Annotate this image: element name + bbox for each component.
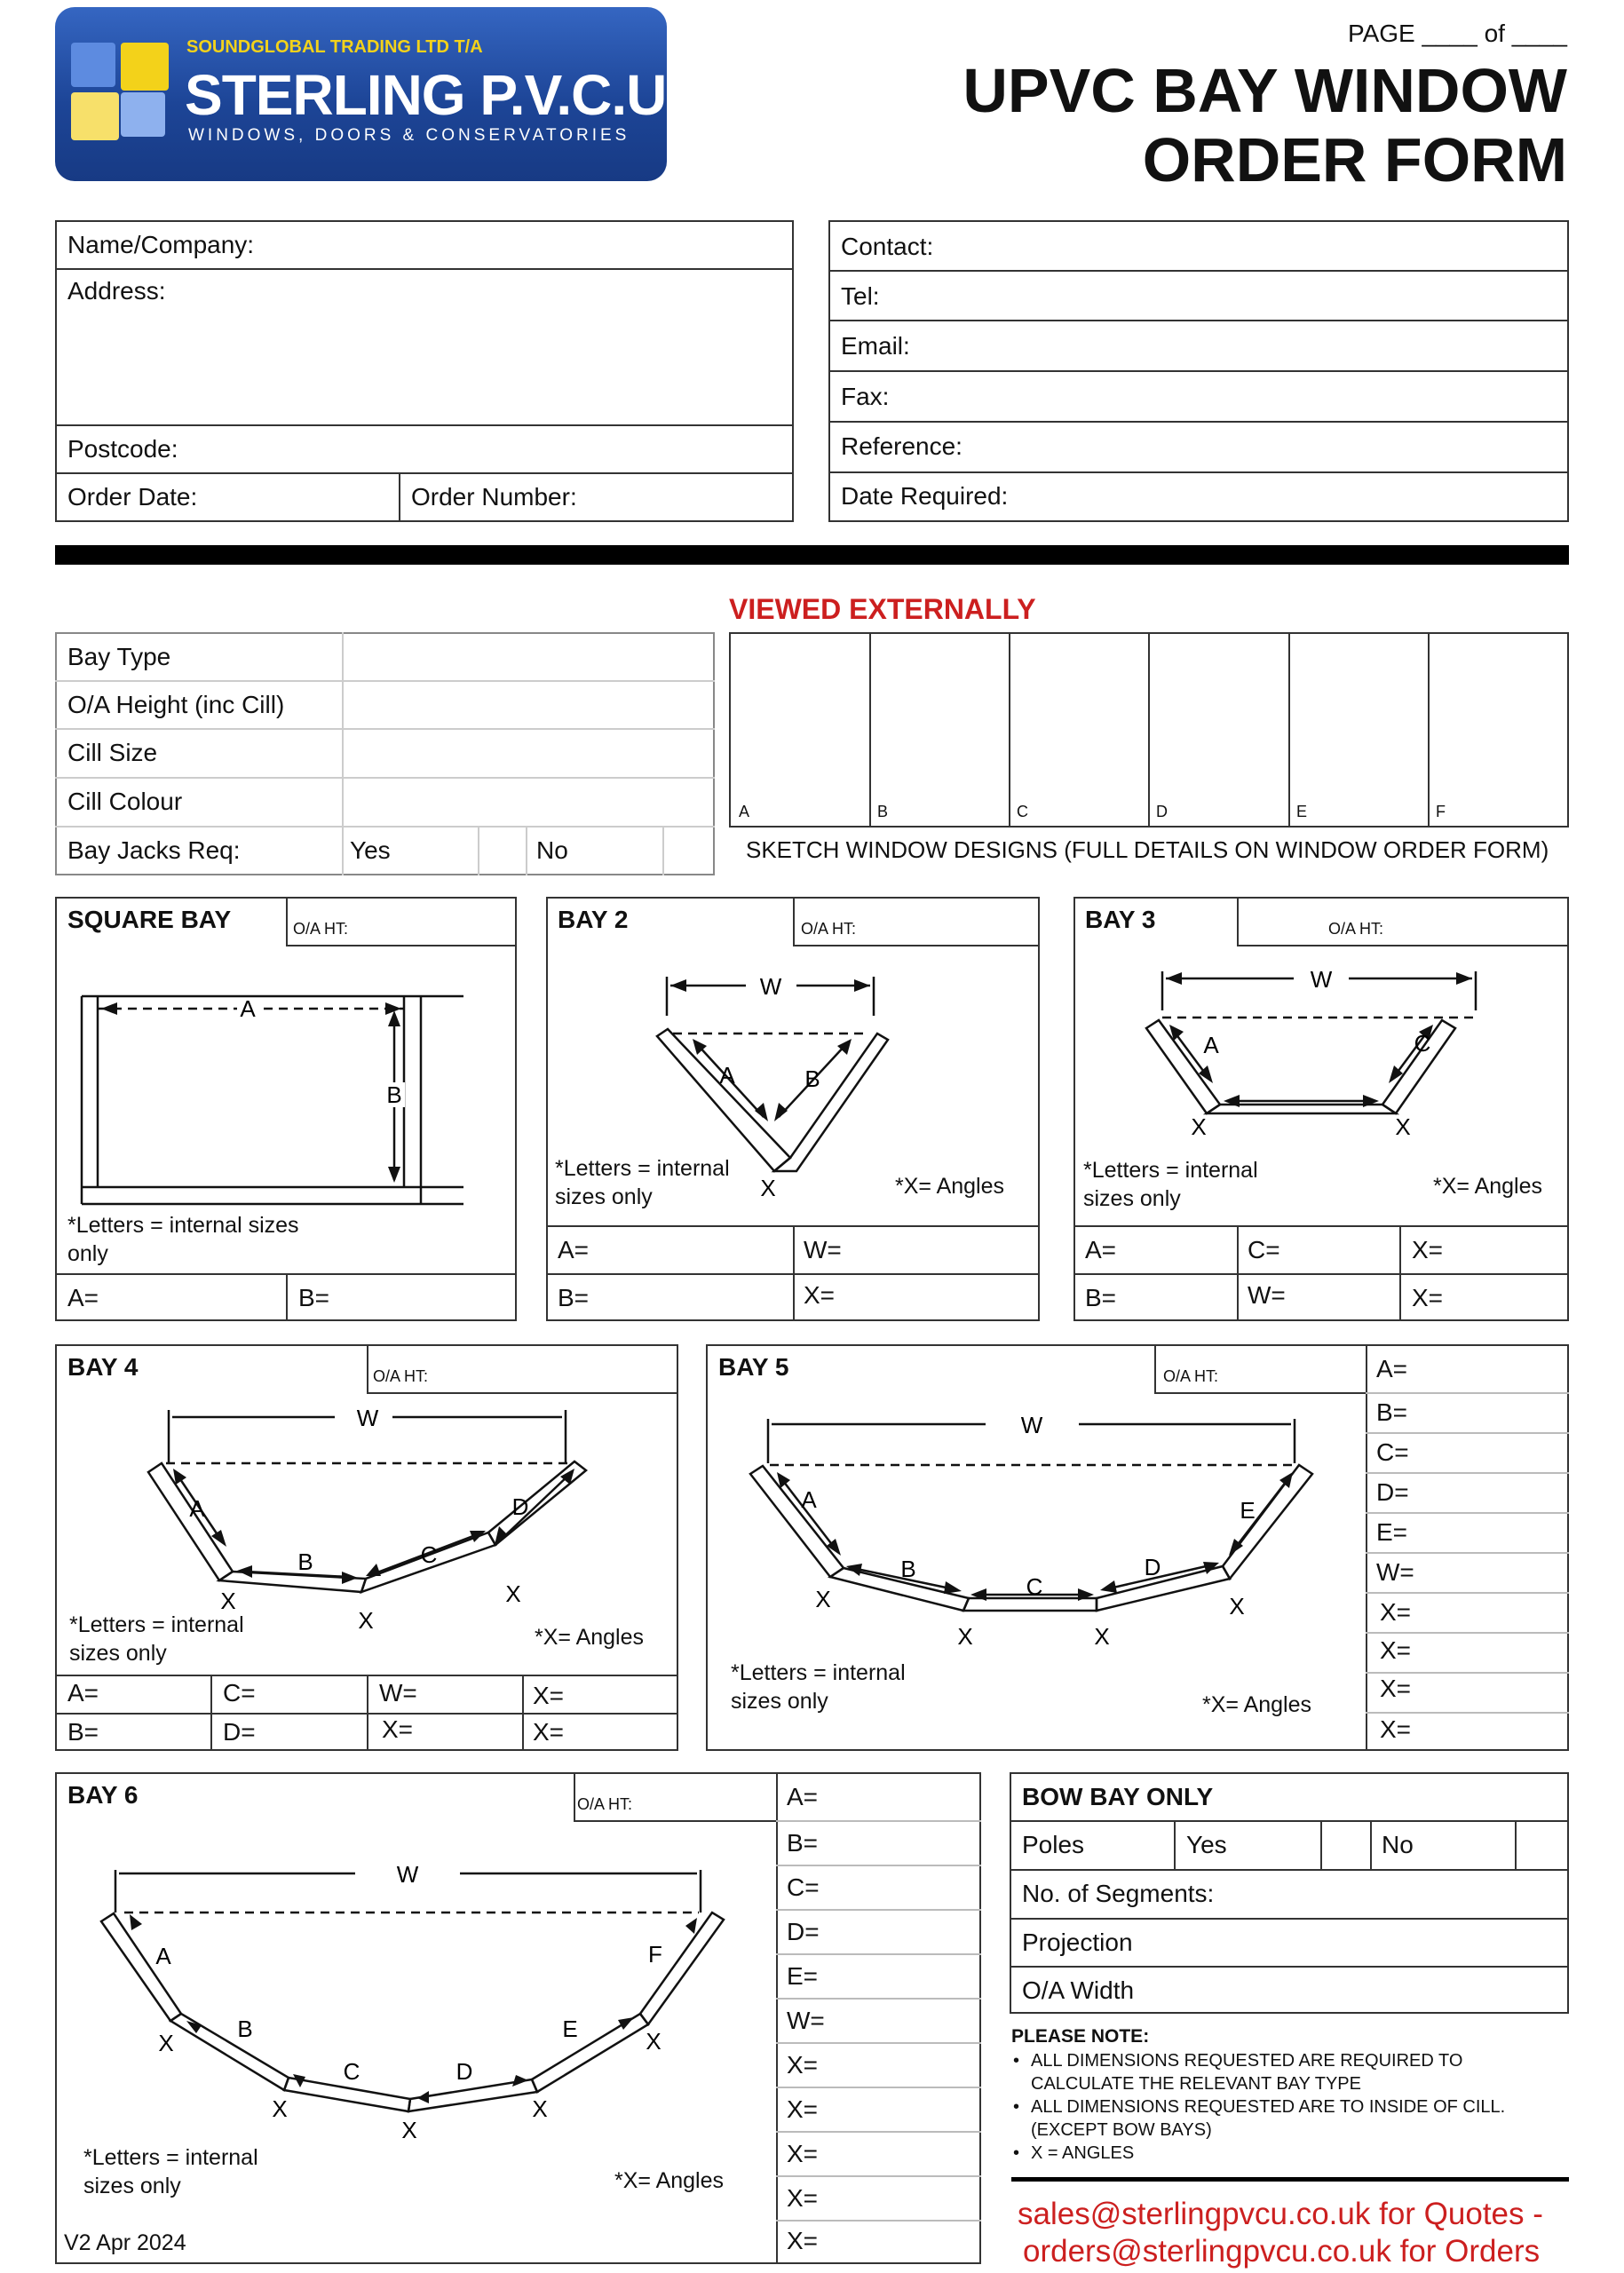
bay5-x4-field[interactable]: X= xyxy=(1380,1715,1412,1743)
bay5-e-label: E xyxy=(1240,1497,1256,1524)
bay2-a-label: A xyxy=(719,1062,735,1089)
bay4-diagram xyxy=(55,1392,678,1650)
bay3-x2-field[interactable]: X= xyxy=(1412,1284,1444,1311)
square-bay-b-field[interactable]: B= xyxy=(298,1284,330,1311)
bay4-x3-label: X xyxy=(505,1580,521,1607)
bay6-x1-field[interactable]: X= xyxy=(787,2051,819,2079)
bay4-d-field[interactable]: D= xyxy=(223,1718,256,1746)
bay3-b-field[interactable]: B= xyxy=(1085,1284,1117,1311)
bay5-angles-note: *X= Angles xyxy=(1202,1692,1312,1717)
bay4-x2-label: X xyxy=(358,1607,374,1634)
email-field[interactable]: Email: xyxy=(841,332,910,360)
bay5-x3-label: X xyxy=(1094,1623,1110,1650)
bay5-w-field[interactable]: W= xyxy=(1376,1558,1414,1586)
bay6-title: BAY 6 xyxy=(67,1781,139,1809)
logo-subtitle: WINDOWS, DOORS & CONSERVATORIES xyxy=(188,126,630,145)
bay6-d-label: D xyxy=(456,2058,473,2085)
note-item: • ALL DIMENSIONS REQUESTED ARE TO INSIDE OF CILL. (EXCEPT BOW BAYS) xyxy=(1013,2097,1506,2140)
bay5-x1-label: X xyxy=(815,1586,831,1612)
sketch-panel-f: F xyxy=(1436,803,1446,820)
bay6-x4-label: X xyxy=(532,2095,548,2122)
bay2-oa-ht-field[interactable]: O/A HT: xyxy=(801,920,857,938)
bay6-x5-field[interactable]: X= xyxy=(787,2227,819,2254)
bay3-a-field[interactable]: A= xyxy=(1085,1236,1117,1263)
bay4-note-line2: sizes only xyxy=(69,1641,167,1666)
bay4-oa-ht-field[interactable]: O/A HT: xyxy=(373,1367,429,1385)
bay6-x3-field[interactable]: X= xyxy=(787,2140,819,2167)
bay2-x-field[interactable]: X= xyxy=(804,1281,836,1309)
bay4-x2-field[interactable]: X= xyxy=(382,1715,414,1743)
bay2-a-field[interactable]: A= xyxy=(558,1236,590,1263)
square-bay-a-label: A xyxy=(240,995,256,1022)
address-field[interactable]: Address: xyxy=(67,277,166,305)
bow-bay-projection-field[interactable]: Projection xyxy=(1022,1928,1133,1956)
bay6-x5-label: X xyxy=(646,2028,661,2055)
bay5-oa-ht-field[interactable]: O/A HT: xyxy=(1163,1367,1219,1385)
contact-field[interactable]: Contact: xyxy=(841,233,934,260)
date-required-field[interactable]: Date Required: xyxy=(841,482,1009,510)
fax-field[interactable]: Fax: xyxy=(841,383,890,410)
bay4-a-field[interactable]: A= xyxy=(67,1679,99,1707)
bay2-x-label: X xyxy=(760,1175,776,1201)
footer-divider xyxy=(1011,2177,1569,2182)
bow-bay-title: BOW BAY ONLY xyxy=(1022,1783,1214,1810)
oa-height-field[interactable]: O/A Height (inc Cill) xyxy=(67,691,285,718)
bay3-a-label: A xyxy=(1203,1032,1219,1058)
bay5-d-field[interactable]: D= xyxy=(1376,1478,1409,1506)
bay6-e-label: E xyxy=(562,2016,578,2042)
bay5-b-field[interactable]: B= xyxy=(1376,1398,1408,1426)
bay5-x4-label: X xyxy=(1229,1593,1245,1620)
bay3-x1-field[interactable]: X= xyxy=(1412,1236,1444,1263)
bay4-b-field[interactable]: B= xyxy=(67,1718,99,1746)
bay4-x1-field[interactable]: X= xyxy=(533,1682,565,1709)
bow-bay-poles-no-checkbox[interactable]: No xyxy=(1382,1831,1414,1858)
bay4-w-label: W xyxy=(356,1405,379,1431)
bay6-note-line2: sizes only xyxy=(83,2174,181,2198)
bay6-e-field[interactable]: E= xyxy=(787,1962,819,1990)
bay5-x1-field[interactable]: X= xyxy=(1380,1598,1412,1626)
form-title-line2: ORDER FORM xyxy=(1142,125,1567,194)
logo-name: STERLING P.V.C.U xyxy=(185,63,667,127)
bay6-x1-label: X xyxy=(158,2030,174,2056)
sketch-panel-c: C xyxy=(1017,803,1028,820)
postcode-field[interactable]: Postcode: xyxy=(67,435,178,463)
tel-field[interactable]: Tel: xyxy=(841,282,880,310)
bay6-c-label: C xyxy=(343,2058,360,2085)
bay5-w-label: W xyxy=(1020,1412,1043,1438)
square-bay-oa-ht-field[interactable]: O/A HT: xyxy=(293,920,349,938)
square-bay-diagram xyxy=(55,945,517,1211)
bay6-a-label: A xyxy=(155,1943,171,1969)
bay4-d-label: D xyxy=(511,1493,529,1520)
bow-bay-poles-label: Poles xyxy=(1022,1831,1085,1858)
bay6-a-field[interactable]: A= xyxy=(787,1783,819,1810)
order-date-field[interactable]: Order Date: xyxy=(67,483,198,511)
bay5-diagram xyxy=(706,1392,1363,1659)
bow-bay-oa-width-field[interactable]: O/A Width xyxy=(1022,1976,1135,2004)
quotes-email-link[interactable]: sales@sterlingpvcu.co.uk for Quotes - xyxy=(1018,2197,1543,2231)
bay3-title: BAY 3 xyxy=(1085,906,1156,933)
bay6-f-label: F xyxy=(648,1941,662,1968)
bay6-x2-field[interactable]: X= xyxy=(787,2095,819,2123)
bay3-x2-label: X xyxy=(1395,1113,1411,1140)
bow-bay-segments-field[interactable]: No. of Segments: xyxy=(1022,1880,1215,1907)
bow-bay-poles-yes-checkbox[interactable]: Yes xyxy=(1186,1831,1227,1858)
bay2-angles-note: *X= Angles xyxy=(895,1174,1005,1199)
bay6-b-label: B xyxy=(237,2016,253,2042)
bay5-b-label: B xyxy=(900,1556,916,1582)
sketch-panel-e: E xyxy=(1296,803,1308,820)
bay4-a-label: A xyxy=(189,1495,205,1522)
bay2-note-line1: *Letters = internal xyxy=(555,1156,730,1181)
bay4-b-label: B xyxy=(297,1548,313,1575)
bay3-w-field[interactable]: W= xyxy=(1248,1281,1286,1309)
bay-jacks-no-checkbox[interactable]: No xyxy=(536,836,568,864)
bay3-w-label: W xyxy=(1310,966,1333,993)
bay-jacks-label: Bay Jacks Req: xyxy=(67,836,241,864)
bay6-w-field[interactable]: W= xyxy=(787,2007,825,2034)
bay5-e-field[interactable]: E= xyxy=(1376,1518,1408,1546)
bay5-note-line1: *Letters = internal xyxy=(731,1660,906,1685)
notes-list xyxy=(1011,2049,1562,2165)
bay4-note-line1: *Letters = internal xyxy=(69,1612,244,1637)
sketch-caption: SKETCH WINDOW DESIGNS (FULL DETAILS ON WINDOW ORDER FORM) xyxy=(746,836,1549,863)
bay6-c-field[interactable]: C= xyxy=(787,1873,820,1901)
bay5-d-label: D xyxy=(1144,1554,1161,1580)
order-number-field[interactable]: Order Number: xyxy=(411,483,577,511)
bay5-x2-label: X xyxy=(957,1623,973,1650)
bay3-note-line2: sizes only xyxy=(1083,1186,1181,1211)
bay4-angles-note: *X= Angles xyxy=(535,1625,645,1650)
square-bay-b-label: B xyxy=(386,1081,402,1108)
bay5-x2-field[interactable]: X= xyxy=(1380,1636,1412,1664)
cill-colour-field[interactable]: Cill Colour xyxy=(67,788,183,815)
bay6-angles-note: *X= Angles xyxy=(614,2168,725,2193)
reference-field[interactable]: Reference: xyxy=(841,432,963,460)
bay3-c-label: C xyxy=(1414,1030,1431,1057)
sketch-panel-a: A xyxy=(739,803,750,820)
bay4-w-field[interactable]: W= xyxy=(379,1679,417,1707)
please-note-heading: PLEASE NOTE: xyxy=(1011,2026,1150,2047)
company-logo xyxy=(55,7,667,181)
bay3-oa-ht-field[interactable]: O/A HT: xyxy=(1328,920,1384,938)
bay2-w-field[interactable]: W= xyxy=(804,1236,842,1263)
page-number-label: PAGE ____ of ____ xyxy=(1348,20,1567,47)
section-divider xyxy=(55,545,1569,565)
bay6-b-field[interactable]: B= xyxy=(787,1829,819,1857)
bay2-w-label: W xyxy=(759,973,782,1000)
bay5-note-line2: sizes only xyxy=(731,1689,828,1714)
bay5-title: BAY 5 xyxy=(718,1353,789,1381)
bay4-x1-label: X xyxy=(220,1588,236,1614)
logo-tagline: SOUNDGLOBAL TRADING LTD T/A xyxy=(186,37,483,57)
bay6-w-label: W xyxy=(396,1861,419,1888)
logo-squares-icon xyxy=(71,43,169,140)
bay6-x4-field[interactable]: X= xyxy=(787,2184,819,2212)
square-bay-a-field[interactable]: A= xyxy=(67,1284,99,1311)
bay4-x3-field[interactable]: X= xyxy=(533,1718,565,1746)
bay2-note-line2: sizes only xyxy=(555,1184,653,1209)
bay2-b-field[interactable]: B= xyxy=(558,1284,590,1311)
bay6-note-line1: *Letters = internal xyxy=(83,2145,258,2170)
bay6-x2-label: X xyxy=(272,2095,288,2122)
bay5-x3-field[interactable]: X= xyxy=(1380,1675,1412,1702)
note-item: • X = ANGLES xyxy=(1013,2143,1135,2163)
customer-details-box xyxy=(55,220,794,522)
bay6-x3-label: X xyxy=(401,2117,417,2140)
bay5-c-field[interactable]: C= xyxy=(1376,1438,1409,1466)
square-bay-note-line1: *Letters = internal sizes xyxy=(67,1213,299,1238)
bay2-title: BAY 2 xyxy=(558,906,629,933)
bay6-oa-ht-field[interactable]: O/A HT: xyxy=(577,1795,633,1813)
square-bay-note-line2: only xyxy=(67,1241,108,1266)
bay3-angles-note: *X= Angles xyxy=(1433,1174,1543,1199)
orders-email-link[interactable]: orders@sterlingpvcu.co.uk for Orders xyxy=(1023,2234,1541,2269)
note-item: • ALL DIMENSIONS REQUESTED ARE REQUIRED TO CALCULATE THE RELEVANT BAY TYPE xyxy=(1013,2051,1463,2094)
bay6-diagram xyxy=(55,1820,774,2140)
bay4-c-field[interactable]: C= xyxy=(223,1679,256,1707)
bay5-c-label: C xyxy=(1026,1573,1043,1600)
bay3-c-field[interactable]: C= xyxy=(1248,1236,1280,1263)
form-title-line1: UPVC BAY WINDOW xyxy=(963,56,1567,125)
bay-type-field[interactable]: Bay Type xyxy=(67,643,171,670)
bay2-b-label: B xyxy=(804,1065,820,1092)
sketch-panel-b: B xyxy=(877,803,889,820)
name-company-field[interactable]: Name/Company: xyxy=(67,231,255,258)
bay3-note-line1: *Letters = internal xyxy=(1083,1158,1258,1183)
cill-size-field[interactable]: Cill Size xyxy=(67,739,158,766)
bay6-d-field[interactable]: D= xyxy=(787,1918,820,1945)
sketch-panel-d: D xyxy=(1156,803,1168,820)
square-bay-title: SQUARE BAY xyxy=(67,906,232,933)
bay4-title: BAY 4 xyxy=(67,1353,139,1381)
bay4-c-label: C xyxy=(420,1541,438,1568)
bay5-a-field[interactable]: A= xyxy=(1376,1355,1408,1382)
bay3-x1-label: X xyxy=(1191,1113,1207,1140)
bay5-a-label: A xyxy=(801,1486,817,1513)
bay-jacks-yes-checkbox[interactable]: Yes xyxy=(350,836,391,864)
viewed-externally-heading: VIEWED EXTERNALLY xyxy=(729,593,1036,625)
bay3-diagram xyxy=(1073,945,1569,1167)
version-label: V2 Apr 2024 xyxy=(64,2230,186,2255)
